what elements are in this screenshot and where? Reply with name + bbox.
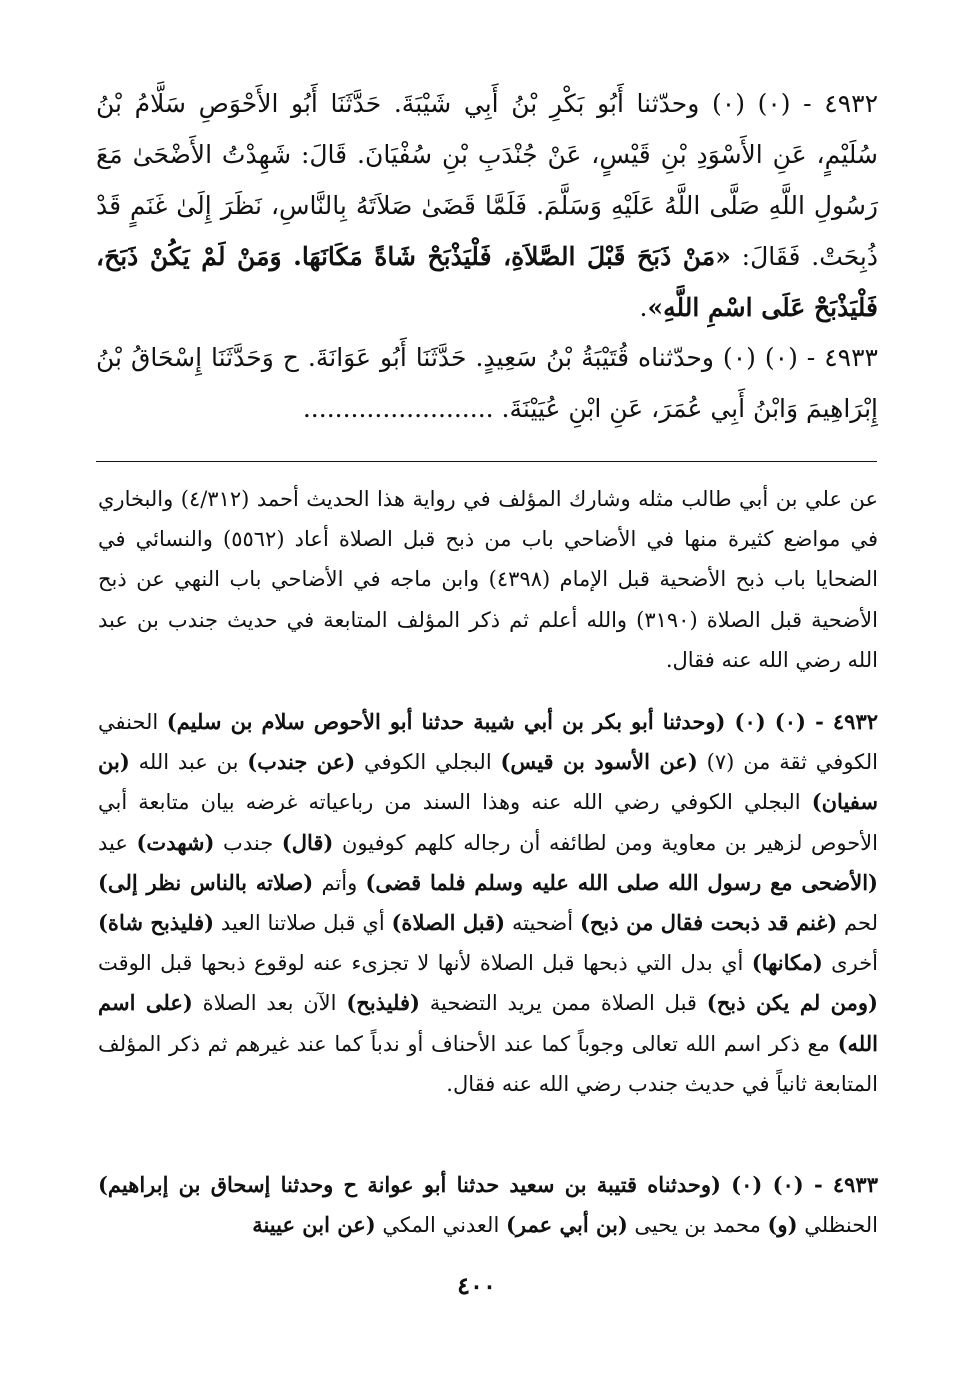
hadith-4932-matn [96,78,878,333]
commentary-4933 [98,1165,878,1245]
commentary-matn-segment: (مكانها) [751,950,823,976]
ellipsis-dots: ........................ [302,394,494,423]
commentary-sharh-segment: لحم [837,911,878,936]
commentary-matn-segment: (عن جندب) [247,749,356,775]
commentary-sharh-segment: محمد بن يحيى [627,1213,768,1238]
commentary-sharh-segment: أي بدل التي ذبحها قبل الصلاة لأنها لا تجزىء عنه لوقوع ذبحها قبل الوقت [98,951,752,976]
commentary-matn-segment: (و) [767,1212,798,1238]
commentary-sharh-segment: البجلي الكوفي [355,750,501,775]
commentary-matn-segment: ٤٩٣٣ - (٠) (٠) (وحدثناه قتيبة بن سعيد حدثنا أبو عوانة ح وحدثنا إسحاق بن إبراهيم) [98,1172,878,1197]
commentary-matn-segment: (شهدت) [136,829,215,855]
commentary-matn-segment: (ومن لم يكن ذبح) [706,990,878,1016]
commentary-matn-segment: ٤٩٣٢ - (٠) (٠) (وحدثنا أبو بكر بن أبي شيبة حدثنا أبو الأحوص سلام بن سليم) [166,709,879,734]
commentary-matn-segment: (قال) [281,829,334,855]
commentary-4932 [98,702,878,1104]
commentary-sharh-segment: أضحيته [505,911,580,936]
commentary-matn-segment: (على اسم الله) [98,990,878,1056]
commentary-sharh-segment: وأتم [313,870,366,895]
commentary-sharh-segment: بن عبد الله [129,750,248,775]
commentary-matn-segment: (الأضحى مع رسول الله صلى الله عليه وسلم فلما قضى) [365,869,878,895]
footnote-separator [96,461,877,462]
commentary-sharh-segment: أي قبل صلاتنا العيد [214,911,392,936]
commentary-matn-segment: (فليذبح) [346,990,420,1016]
commentary-sharh-segment: الحنفي الكوفي ثقة من (٧) [98,710,879,775]
commentary-matn-segment: (بن سفيان) [98,749,878,815]
hadith-text: وحدّثناه قُتَيْبَةُ بْنُ سَعِيدٍ. حَدَّثَنَا أَبُو عَوَانَةَ. ح وَحَدَّثَنَا إِسْحَاقُ بْنُ إِبْرَاهِيمَ وَابْنُ أَبِي عُمَرَ، عَنِ ابْنِ عُيَيْنَةَ. [96,343,878,423]
hadith-text: وحدّثنا أَبُو بَكْرِ بْنُ أَبِي شَيْبَةَ. حَدَّثَنَا أَبُو الأَحْوَصِ سَلَّامُ بْنُ سُلَيْمٍ، عَنِ الأَسْوَدِ بْنِ قَيْسٍ، عَنْ جُنْدَبِ بْنِ سُفْيَانَ. قَالَ: شَهِدْتُ الأَضْحَىٰ مَعَ رَسُولِ اللَّهِ صَلَّى اللَّهُ عَلَيْهِ وَسَلَّمَ. فَلَمَّا قَضَىٰ صَلاَتَهُ بِالنَّاسِ، نَظَرَ إِلَىٰ غَنَمٍ قَدْ ذُبِحَتْ. فَقَالَ: [96,89,878,271]
hadith-end: . [639,293,648,322]
commentary-sharh-segment: الحنظلي [797,1213,878,1238]
commentary-matn-segment: (قبل الصلاة) [391,910,506,936]
commentary-sharh-segment: جندب [214,830,282,855]
commentary-matn-segment: (عن ابن عيينة [252,1212,376,1238]
commentary-sharh-segment: العدني المكي [375,1213,506,1238]
hadith-number: ٤٩٣٢ - (٠) (٠) [711,89,878,118]
hadith-number: ٤٩٣٣ - (٠) (٠) [722,343,878,372]
commentary-matn-segment: (عن الأسود بن قيس) [500,749,698,775]
commentary-sharh-segment: مع ذكر اسم الله تعالى وجوباً كما عند الأحناف أو ندباً كما عند غيرهم ثم ذكر المؤلف المتابعة ثانياً في حديث جندب رضي الله عنه فقال. [98,1031,878,1096]
commentary-sharh-segment: الآن بعد الصلاة [192,991,347,1016]
commentary-sharh-segment: عيد [98,830,137,855]
commentary-sharh-segment: أخرى [822,951,879,976]
commentary-takhrij: عن علي بن أبي طالب مثله وشارك المؤلف في رواية هذا الحديث أحمد (٤/٣١٢) والبخاري في مواضع كثيرة منها في الأضاحي باب من ذبح قبل الصلاة أعاد (٥٥٦٢) والنسائي في الضحايا باب ذبح الأضحية قبل الإمام (٤٣٩٨) وابن ماجه في الأضاحي باب النهي عن ذبح الأضحية قبل الصلاة (٣١٩٠) والله أعلم ثم ذكر المؤلف المتابعة في حديث جندب بن عبد الله رضي الله عنه فقال. [98,487,879,672]
commentary-matn-segment: (صلاته بالناس نظر إلى) [98,869,314,895]
commentary-sharh-segment: البجلي الكوفي رضي الله عنه وهذا السند من رباعياته غرضه بيان متابعة أبي الأحوص لزهير بن معاوية ومن لطائفه أن رجاله كلهم كوفيون [98,790,878,855]
commentary-matn-segment: (فليذبح شاة) [98,910,215,936]
commentary-matn-segment: (بن أبي عمر) [505,1212,628,1238]
page-number: ٤٠٠ [457,1271,496,1300]
hadith-quote: «مَنْ ذَبَحَ قَبْلَ الصَّلاَةِ، فَلْيَذْبَحْ شَاةً مَكَانَهَا. وَمَنْ لَمْ يَكُنْ ذَبَحَ، فَلْيَذْبَحْ عَلَى اسْمِ اللَّهِ» [96,242,878,322]
commentary-sharh-segment: قبل الصلاة ممن يريد التضحية [419,991,707,1016]
commentary-matn-segment: (غنم قد ذبحت فقال من ذبح) [579,910,838,936]
hadith-4933-matn [96,332,878,434]
